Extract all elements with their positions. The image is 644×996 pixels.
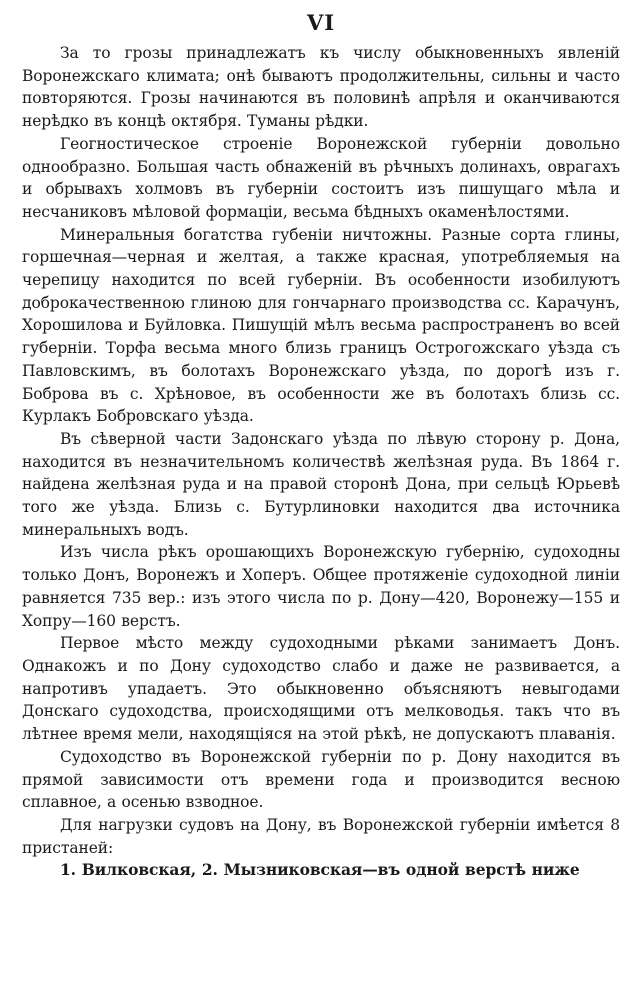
paragraph-don-navigation: Первое мѣсто между судоходными рѣками занимаетъ Донъ. Однакожъ и по Дону судоходство слабо и даже не развивается, а напротивъ упадаетъ. Это обыкновенно объясняютъ невыгодами Донскаго судоходства, происходящими отъ мелководья. такъ что въ лѣтнее время мели, находящіяся на этой рѣкѣ, не допускаютъ плаванія. <box>22 634 620 744</box>
paragraph-navigable-rivers: Изъ числа рѣкъ орошающихъ Воронежскую губернію, судоходны только Донъ, Воронежъ и Хоперъ. Общее протяженіе судоходной линіи равняется 735 вер.: изъ этого числа по р. Дону—420, Воронежу—155 и Хопру—160 верстъ. <box>22 543 620 630</box>
paragraph-piers-intro: Для нагрузки судовъ на Дону, въ Воронежской губерніи имѣется 8 пристаней: <box>22 815 620 857</box>
paragraph-seasonal-navigation: Судоходство въ Воронежской губерніи по р. Дону находится въ прямой зависимости отъ времени года и производится весною сплавное, а осенью взводное. <box>22 747 620 812</box>
paragraph-minerals: Минеральныя богатства губеніи ничтожны. Разные сорта глины, горшечная—черная и желтая, а также красная, употребляемыя на черепицу находится по всей губерніи. Въ особенности изобилуютъ доброкачественною глиною для гончарнаго производства сс. Карачунъ, Хорошилова и Буйловка. Пишущій мѣлъ весьма распространенъ во всей губерніи. Торфа весьма много близь границъ Острогожскаго уѣзда съ Павловскимъ, въ болотахъ Воронежскаго уѣзда, по дорогѣ изъ г. Боброва въ с. Хрѣновое, въ особенности же въ болотахъ близь сс. Курлакъ Бобровскаго уѣзда. <box>22 225 620 426</box>
paragraph-iron-ore: Въ сѣверной части Задонскаго уѣзда по лѣвую сторону р. Дона, находится въ незначительномъ количествѣ желѣзная руда. Въ 1864 г. найдена желѣзная руда и на правой сторонѣ Дона, при сельцѣ Юрьевѣ того же уѣзда. Близь с. Бутурлиновки находится два источника минеральныхъ водъ. <box>22 429 620 539</box>
paragraph-climate-storms: За то грозы принадлежатъ къ числу обыкновенныхъ явленій Воронежскаго климата; онѣ бываютъ продолжительны, сильны и часто повторяются. Грозы начинаются въ половинѣ апрѣля и оканчиваются нерѣдко въ концѣ октября. Туманы рѣдки. <box>22 44 620 131</box>
paragraph-piers-list: 1. Вилковская, 2. Мызниковская—въ одной верстѣ ниже <box>60 860 580 880</box>
page-number: VI <box>306 10 336 35</box>
paragraph-geology: Геогностическое строеніе Воронежской губерніи довольно однообразно. Большая часть обнаженій въ рѣчныхъ долинахъ, оврагахъ и обрывахъ холмовъ въ губерніи состоитъ изъ пишущаго мѣла и несчаниковъ мѣловой формаціи, весьма бѣдныхъ окаменѣлостями. <box>22 134 620 221</box>
